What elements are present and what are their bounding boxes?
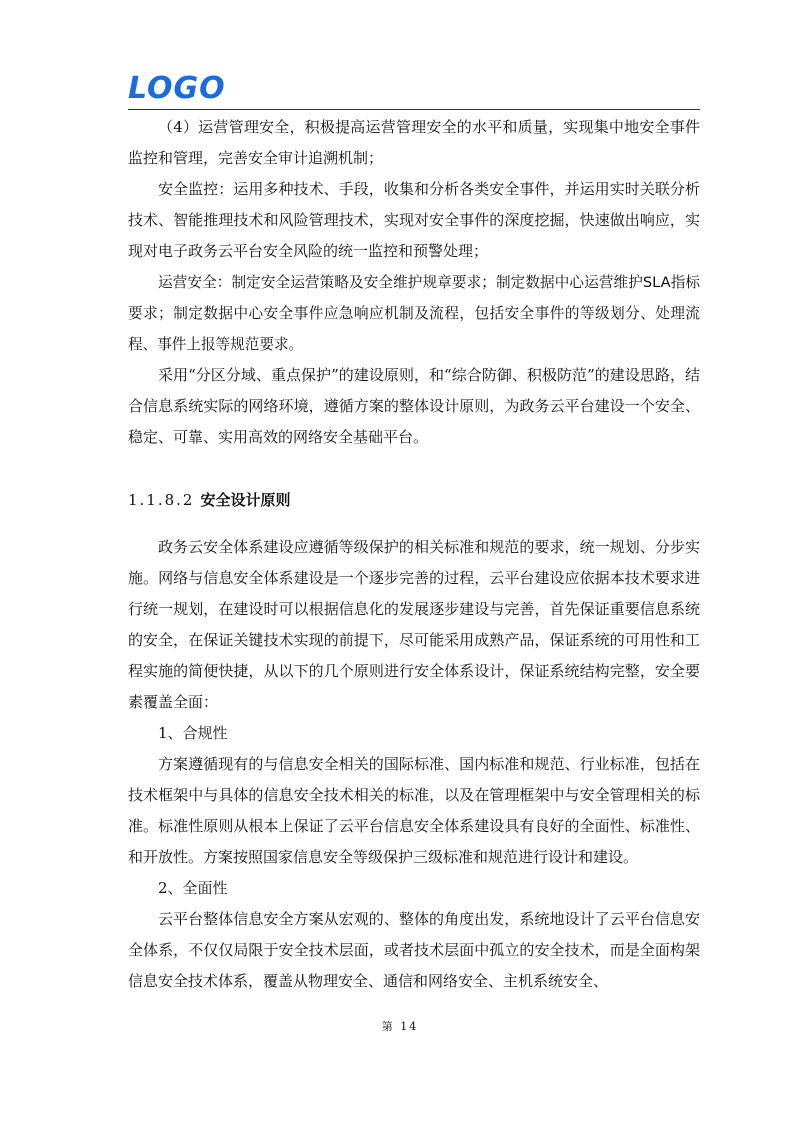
- item-compliance-label: 1、合规性: [158, 724, 228, 742]
- paragraph-operation-safety: 运营安全：制定安全运营策略及安全维护规章要求；制定数据中心运营维护SLA指标要求；制定数据中心安全事件应急响应机制及流程，包括安全事件的等级划分、处理流程、事件上报等规范要求。: [128, 274, 700, 353]
- paragraph-security-monitoring: 安全监控：运用多种技术、手段，收集和分析各类安全事件，并运用实时关联分析技术、智能推理技术和风险管理技术，实现对安全事件的深度挖掘，快速做出响应，实现对电子政务云平台安全风险的统一监控和预警处理；: [128, 180, 700, 260]
- item-comprehensive-label: 2、全面性: [158, 879, 228, 897]
- header-divider: [128, 109, 700, 110]
- heading-spacer: [128, 516, 700, 532]
- section-heading: [128, 485, 700, 516]
- page-header: [128, 66, 700, 112]
- paragraph-construction-principle: 采用“分区分域、重点保护”的建设原则，和“综合防御、积极防范”的建设思路，结合信息系统实际的网络环境，遵循方案的整体设计原则，为政务云平台建设一个安全、稳定、可靠、实用高效的网络安全基础平台。: [128, 366, 700, 446]
- section-number: 1.1.8.2: [128, 491, 195, 509]
- logo: LOGO: [128, 71, 226, 106]
- paragraph-intro: 政务云安全体系建设应遵循等级保护的相关标准和规范的要求，统一规划、分步实施。网络与信息安全体系建设是一个逐步完善的过程，云平台建设应依据本技术要求进行统一规划，在建设时可以根据信息化的发展逐步建设与完善，首先保证重要信息系统的安全，在保证关键技术实现的前提下，尽可能采用成熟产品，保证系统的可用性和工程实施的简便快捷，从以下的几个原则进行安全体系设计，保证系统结构完整，安全要素覆盖全面：: [128, 538, 700, 711]
- section-title: 安全设计原则: [200, 491, 291, 509]
- paragraph-operations-security: （4）运营管理安全，积极提高运营管理安全的水平和质量，实现集中地安全事件监控和管理，完善安全审计追溯机制；: [128, 118, 700, 167]
- paragraph-comprehensive: 云平台整体信息安全方案从宏观的、整体的角度出发，系统地设计了云平台信息安全体系，不仅仅局限于安全技术层面，或者技术层面中孤立的安全技术，而是全面构架信息安全技术体系，覆盖从物理安全、通信和网络安全、主机系统安全、: [128, 910, 700, 990]
- document-body: [128, 112, 700, 997]
- page-number: 第 14: [381, 1020, 419, 1033]
- section-spacer: [128, 453, 700, 485]
- paragraph-compliance: 方案遵循现有的与信息安全相关的国际标准、国内标准和规范、行业标准，包括在技术框架中与具体的信息安全技术相关的标准，以及在管理框架中与安全管理相关的标准。标准性原则从根本上保证了云平台信息安全体系建设具有良好的全面性、标准性、和开放性。方案按照国家信息安全等级保护三级标准和规范进行设计和建设。: [128, 755, 700, 866]
